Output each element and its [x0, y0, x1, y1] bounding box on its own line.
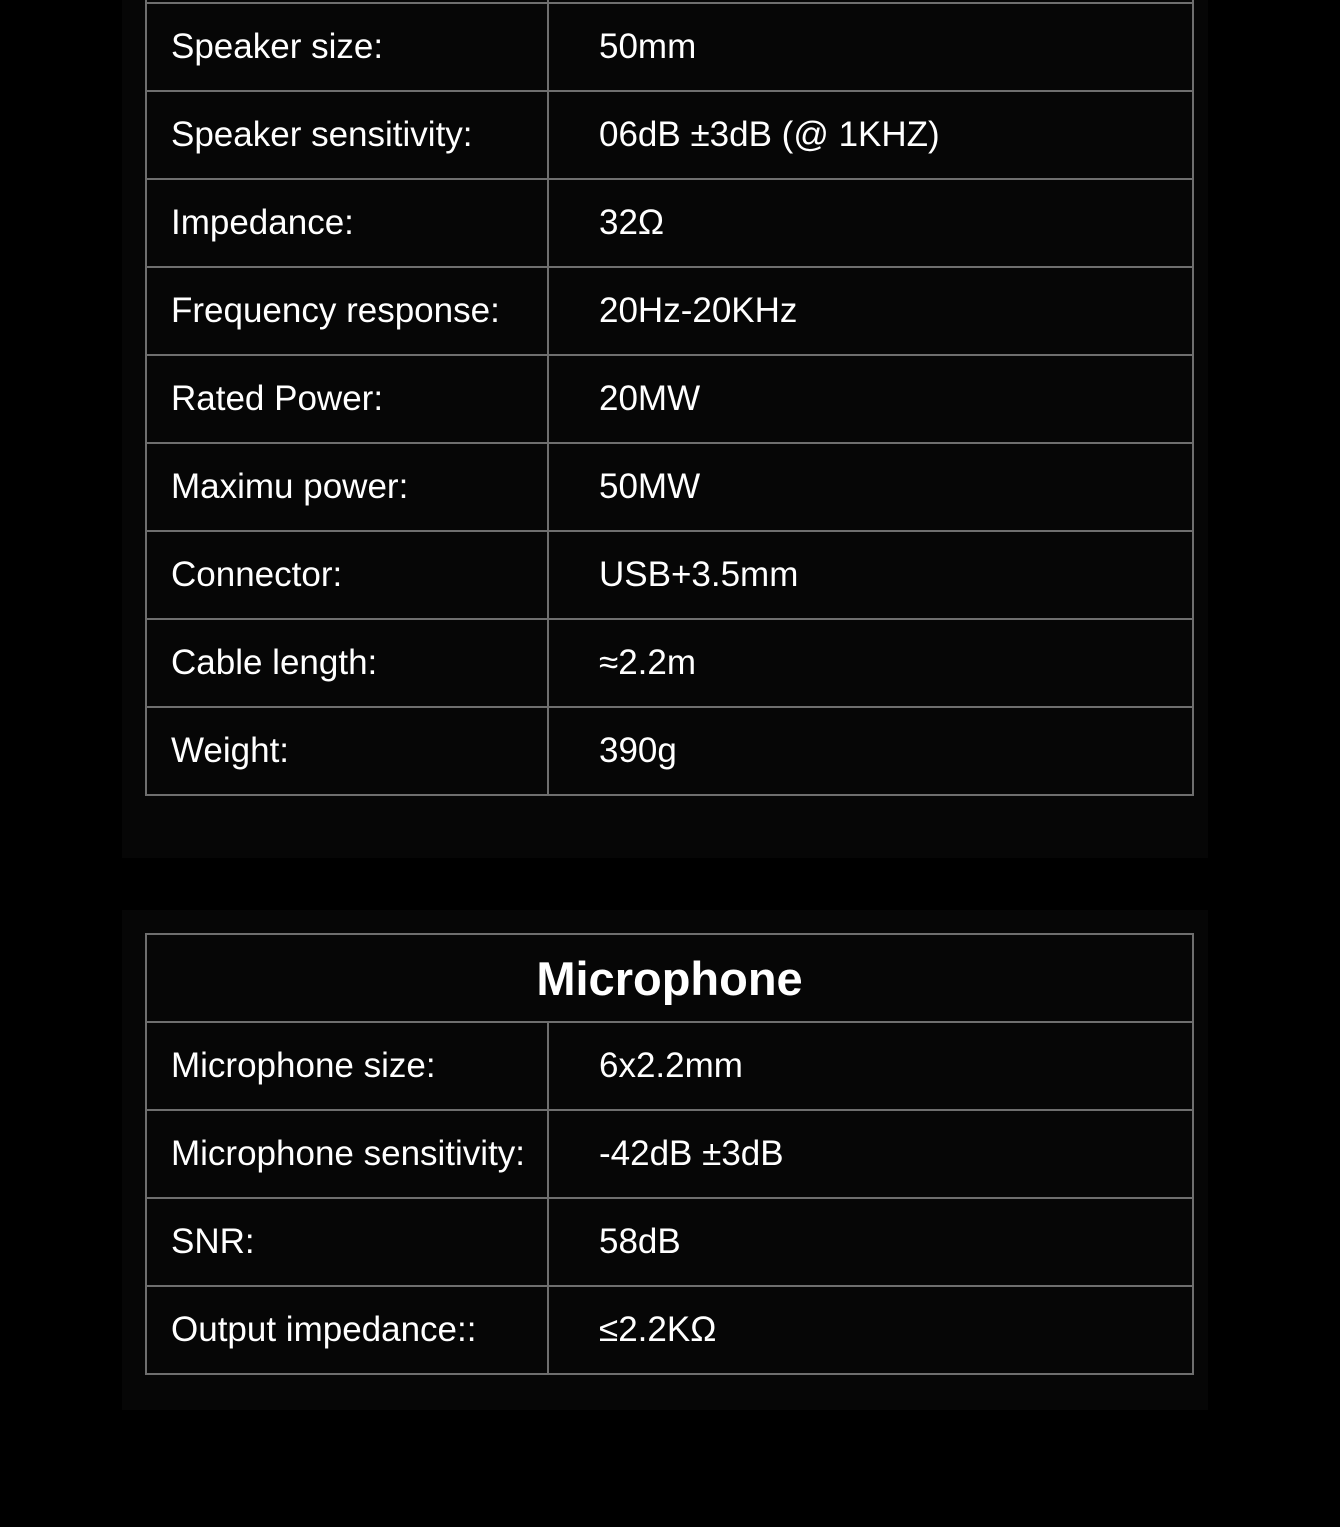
table-header-row [146, 934, 1193, 1022]
table-row [146, 1286, 1193, 1374]
spec-label: Maximu power: [146, 443, 548, 531]
spec-value: 20Hz-20KHz [548, 267, 1193, 355]
spec-value: 50MW [548, 443, 1193, 531]
spec-value: 390g [548, 707, 1193, 795]
spec-label: Impedance: [146, 179, 548, 267]
table-row [146, 1110, 1193, 1198]
spec-label: Microphone sensitivity: [146, 1110, 548, 1198]
table-row [146, 443, 1193, 531]
spec-label: Speaker size: [146, 3, 548, 91]
table-row [146, 91, 1193, 179]
spec-value: ≈2.2m [548, 619, 1193, 707]
speaker-spec-table [145, 0, 1194, 796]
section-title: Microphone [146, 934, 1193, 1022]
spec-label: Weight: [146, 707, 548, 795]
microphone-spec-table [145, 933, 1194, 1375]
table-row [146, 707, 1193, 795]
table-row [146, 1198, 1193, 1286]
spec-value: 20MW [548, 355, 1193, 443]
table-row [146, 531, 1193, 619]
spec-label: Output impedance:: [146, 1286, 548, 1374]
spec-value: 50mm [548, 3, 1193, 91]
spec-label: Cable length: [146, 619, 548, 707]
spec-value: 6x2.2mm [548, 1022, 1193, 1110]
spec-label: Microphone size: [146, 1022, 548, 1110]
spec-value: 32Ω [548, 179, 1193, 267]
spec-value: -42dB ±3dB [548, 1110, 1193, 1198]
spec-label: Speaker sensitivity: [146, 91, 548, 179]
spec-value: 58dB [548, 1198, 1193, 1286]
table-row [146, 179, 1193, 267]
spec-label: Frequency response: [146, 267, 548, 355]
table-row [146, 355, 1193, 443]
table-row [146, 3, 1193, 91]
spec-value: 06dB ±3dB (@ 1KHZ) [548, 91, 1193, 179]
spec-value: USB+3.5mm [548, 531, 1193, 619]
spec-value: ≤2.2KΩ [548, 1286, 1193, 1374]
spec-label: Connector: [146, 531, 548, 619]
spec-label: SNR: [146, 1198, 548, 1286]
table-row [146, 267, 1193, 355]
spec-label: Rated Power: [146, 355, 548, 443]
table-row [146, 619, 1193, 707]
table-row [146, 1022, 1193, 1110]
